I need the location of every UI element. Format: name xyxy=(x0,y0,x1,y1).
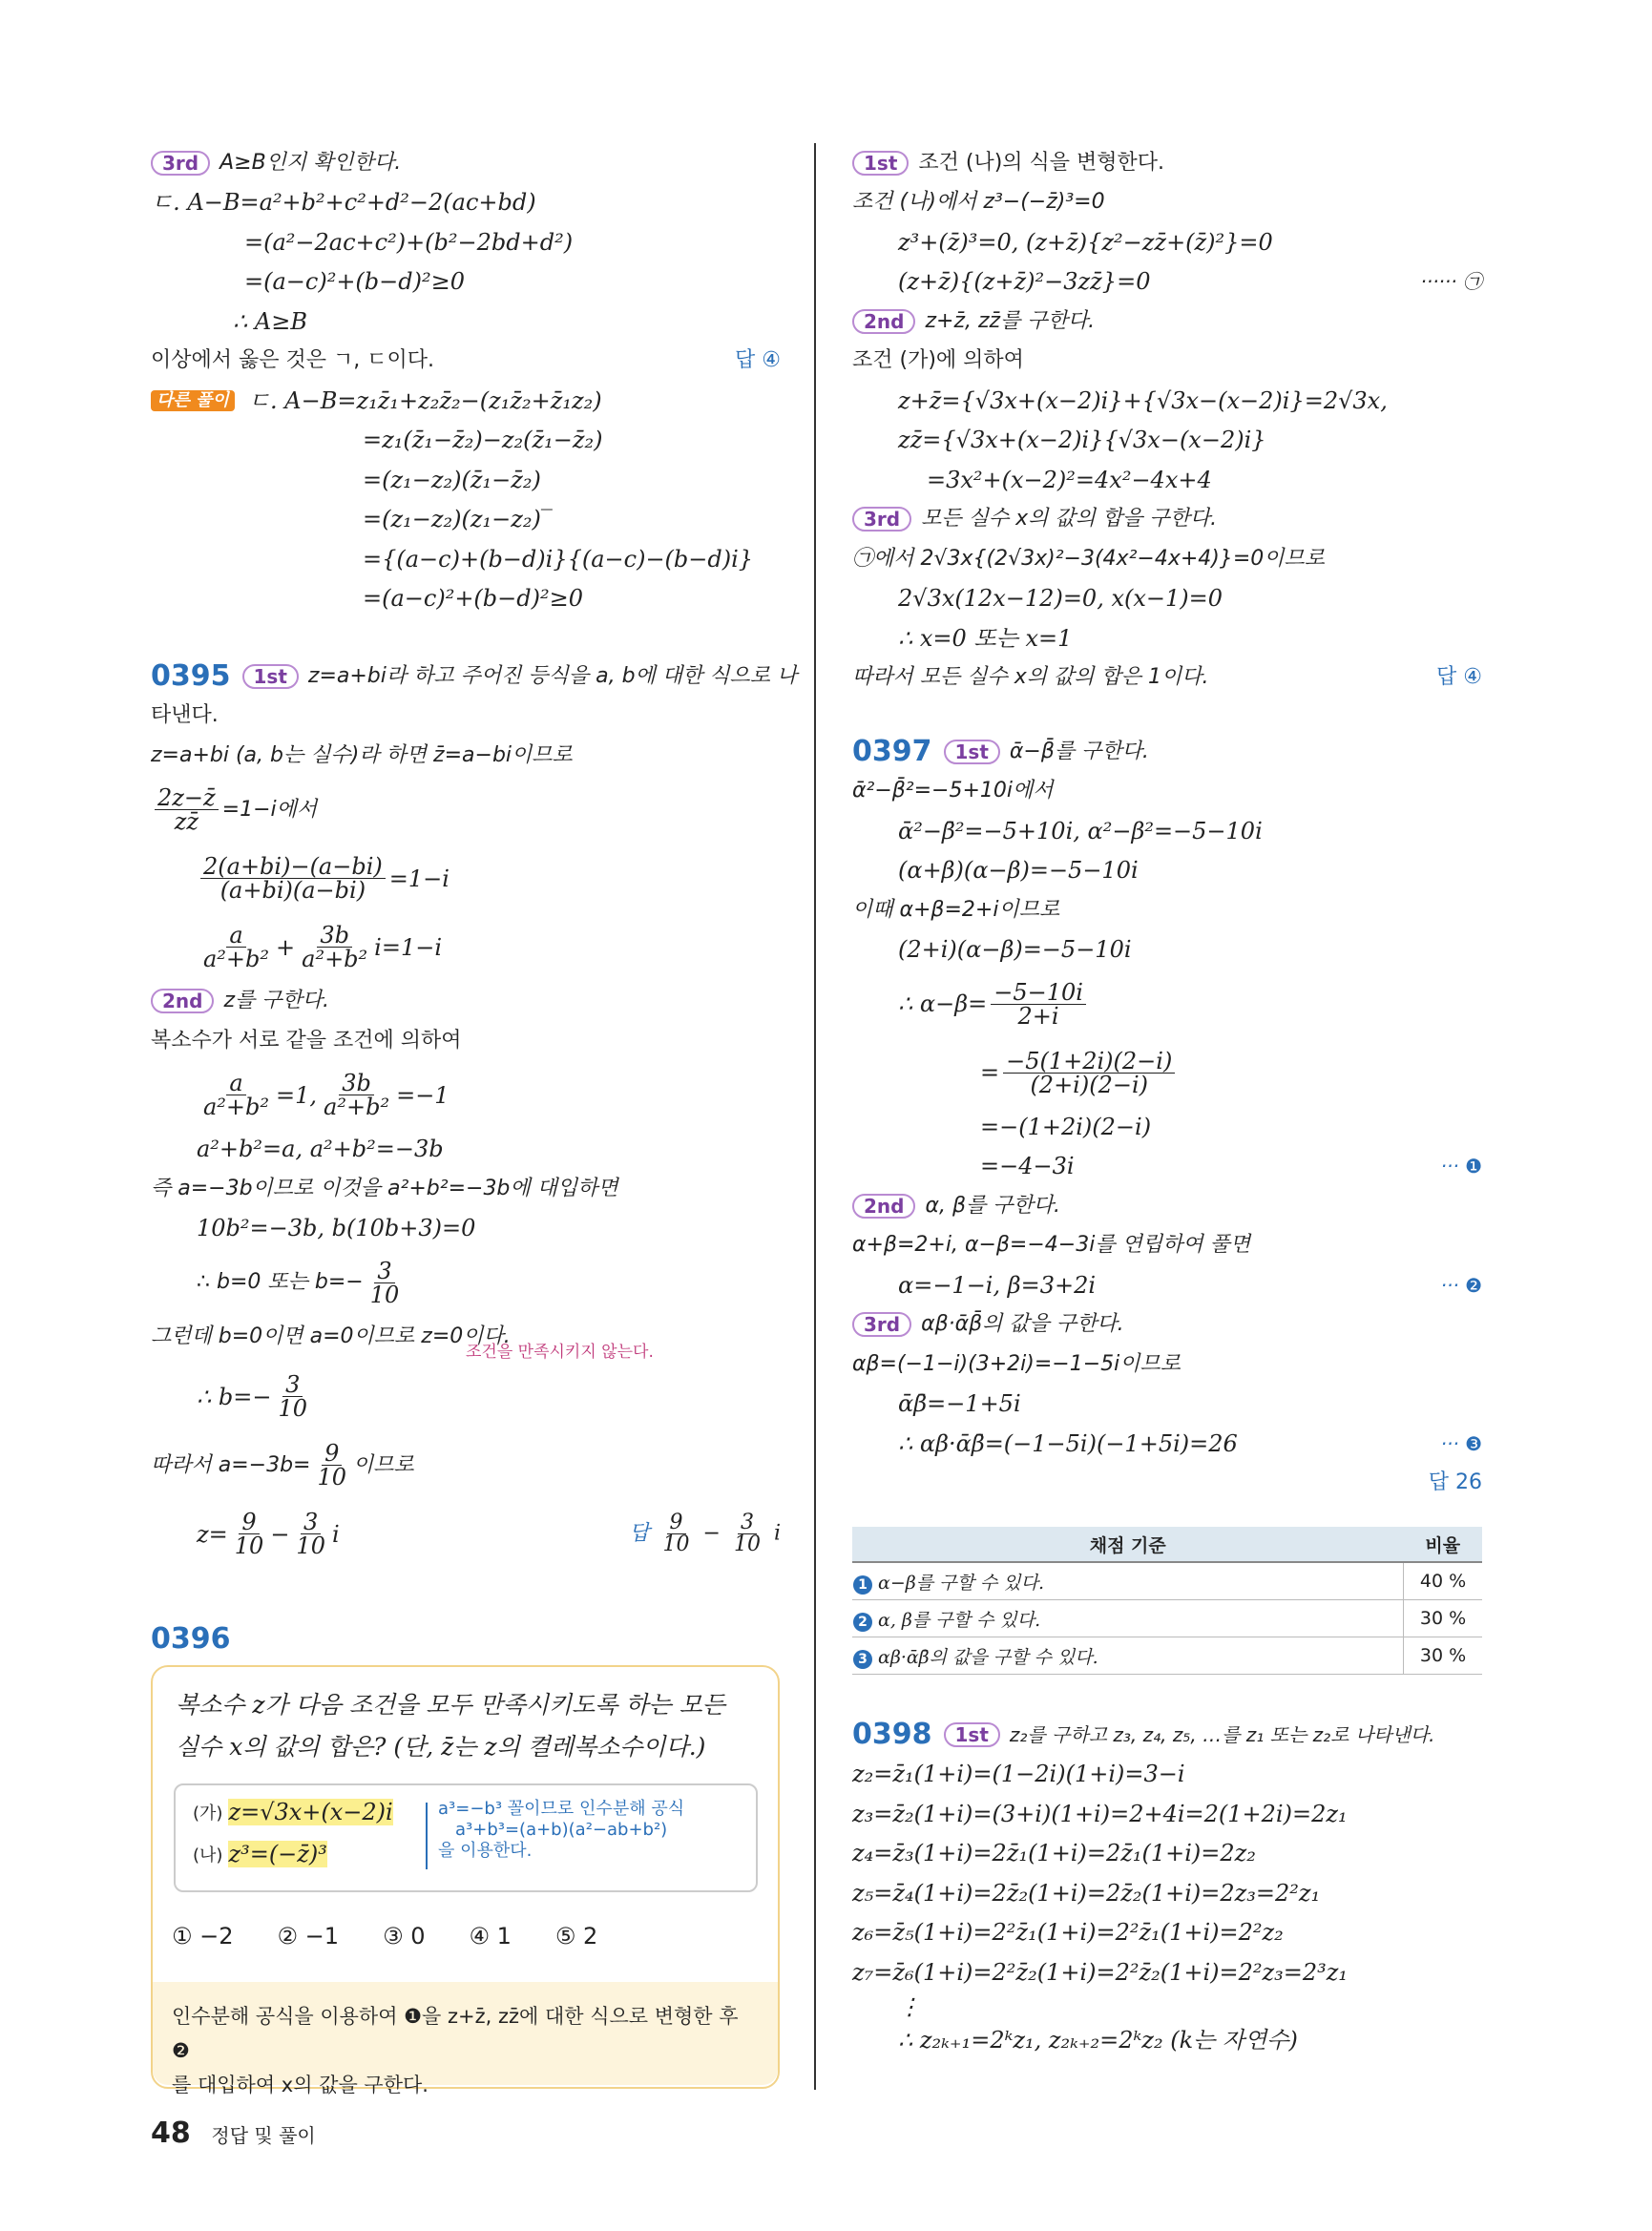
score-marker-2: ··· ❷ xyxy=(1440,1273,1482,1297)
step-text: z+z̄, zz̄를 구한다. xyxy=(925,308,1096,333)
eq-line: ∴ z₂ₖ₊₁=2ᵏz₁, z₂ₖ₊₂=2ᵏz₂ (k는 자연수) xyxy=(898,2027,1298,2054)
fraction: $\frac{9}{10}$ xyxy=(234,1509,264,1559)
choice-4[interactable]: ④ 1 xyxy=(469,1923,512,1950)
eq-text: − xyxy=(270,1520,290,1548)
answer-badge: 답 ④ xyxy=(735,348,781,373)
note-line: a³=−b³ 꼴이므로 인수분해 공식 xyxy=(438,1799,685,1819)
step-tag: 1st xyxy=(944,1722,1000,1747)
factor-note xyxy=(438,1799,684,1862)
step-text: z=a+bi라 하고 주어진 등식을 a, b에 대한 식으로 나 xyxy=(307,663,798,688)
condition-expr: z³=(−z̄)³ xyxy=(228,1841,327,1867)
eq-line: αβ=(−1−i)(3+2i)=−1−5i이므로 xyxy=(852,1351,1181,1376)
conclusion-text: 이상에서 옳은 것은 ㄱ, ㄷ이다. xyxy=(151,348,434,373)
eq-line: z=a+bi (a, b는 실수)라 하면 z̄=a−bi이므로 xyxy=(151,742,573,767)
column-divider xyxy=(814,143,816,2090)
table-row xyxy=(852,1637,1482,1675)
score-marker-1: ··· ❶ xyxy=(1440,1155,1482,1178)
fraction: $\frac{-5(1+2i)(2-i)}{(2+i)(2-i)}$ xyxy=(1003,1050,1175,1096)
step-text: ᾱ−β̄를 구한다. xyxy=(1009,739,1149,763)
condition-a xyxy=(193,1799,393,1825)
eq-line: ∴ A≥B xyxy=(233,307,307,335)
step-text: A≥B인지 확인한다. xyxy=(220,150,402,175)
frac-line xyxy=(151,913,781,982)
conclusion-text: 따라서 모든 실수 x의 값의 합은 1이다. xyxy=(852,665,1209,690)
step-line xyxy=(151,982,781,1022)
eq-line: 조건 (나)에서 z³−(−z̄)³=0 xyxy=(852,190,1105,215)
step-line xyxy=(852,302,1482,342)
problem-box-0396 xyxy=(151,1665,780,2096)
eq-line: 2√3x(12x−12)=0, x(x−1)=0 xyxy=(898,585,1223,613)
alt-solution-label: 다른 풀이 xyxy=(151,390,235,411)
eq-text: ∴ b=− xyxy=(197,1383,272,1410)
fraction: $\frac{a}{\text{a²+b²}}$ xyxy=(203,922,270,972)
step-line xyxy=(852,1305,1482,1345)
step-text: 조건 (나)의 식을 변형한다. xyxy=(918,150,1165,175)
condition-label: (가) xyxy=(193,1804,223,1824)
fraction: $\frac{a}{\text{a²+b²}}$ xyxy=(203,1070,270,1120)
frac-line xyxy=(151,1500,781,1569)
problem-number: 0396 xyxy=(151,1622,231,1657)
eq-text: i=1−i xyxy=(374,933,443,961)
eq-text: i xyxy=(331,1520,340,1548)
eq-line: =(z₁−z₂)(z₁−z₂)‾ xyxy=(363,506,553,533)
footer-label: 정답 및 풀이 xyxy=(211,2124,316,2147)
eq-line: 즉 a=−3b이므로 이것을 a²+b²=−3b에 대입하면 xyxy=(151,1176,618,1200)
eq-text: = xyxy=(980,1059,1000,1086)
question-text xyxy=(176,1684,758,1768)
frac-line xyxy=(151,1431,781,1500)
eq-text: 그런데 b=0이면 a=0이므로 z=0이다. xyxy=(151,1324,511,1348)
eq-line: z+z̄={√3x+(x−2)i}+{√3x−(x−2)i}=2√3x, xyxy=(898,386,1388,414)
column-header-ratio: 비율 xyxy=(1404,1527,1483,1562)
eq-line: ᾱ²−β̄²=−5+10i에서 xyxy=(852,779,1054,803)
eq-line: zz̄={√3x+(x−2)i}{√3x−(x−2)i} xyxy=(898,427,1266,454)
problem-number: 0395 xyxy=(151,658,231,693)
eq-line: =(a²−2ac+c²)+(b²−2bd+d²) xyxy=(244,228,574,256)
eq-line: =z₁(z̄₁−z̄₂)−z₂(z̄₁−z̄₂) xyxy=(363,427,603,454)
fraction: $\frac{3}{10}$ xyxy=(733,1511,761,1556)
frac-line xyxy=(852,970,1482,1038)
ratio-cell: 40 % xyxy=(1404,1562,1483,1600)
frac-line xyxy=(151,1363,781,1431)
answer-line xyxy=(852,1464,1482,1504)
ratio-cell: 30 % xyxy=(1404,1637,1483,1675)
left-column xyxy=(151,143,798,1659)
condition-label: (나) xyxy=(193,1845,223,1866)
step-text-cont: 타낸다. xyxy=(151,703,219,728)
row-number: 1 xyxy=(853,1575,872,1595)
hint-bar xyxy=(153,1982,778,2096)
question-line: 복소수 z가 다음 조건을 모두 만족시키도록 하는 모든 xyxy=(176,1691,725,1719)
right-column xyxy=(852,143,1482,1503)
problem-header-0396 xyxy=(151,1620,781,1660)
step-tag: 2nd xyxy=(852,309,915,334)
frac-line xyxy=(151,1061,781,1130)
problem-header-0395 xyxy=(151,657,798,697)
eq-line: z₄=z̄₃(1+i)=2z̄₁(1+i)=2z̄₁(1+i)=2z₂ xyxy=(852,1840,1256,1867)
eq-line: =(a−c)²+(b−d)²≥0 xyxy=(363,585,583,613)
note-line: a³+b³=(a+b)(a²−ab+b²) xyxy=(455,1820,668,1840)
criteria-text: αβ·ᾱβ̄의 값을 구할 수 있다. xyxy=(878,1646,1098,1668)
eq-line: α+β=2+i, α−β=−4−3i를 연립하여 풀면 xyxy=(852,1233,1251,1258)
eq-line xyxy=(852,262,1482,302)
eq-text: 이므로 xyxy=(353,1452,414,1477)
eq-line: 10b²=−3b, b(10b+3)=0 xyxy=(197,1215,476,1242)
condition-expr: z=√3x+(x−2)i xyxy=(228,1799,393,1825)
eq-line: ㄷ. A−B=a²+b²+c²+d²−2(ac+bd) xyxy=(151,189,536,217)
fraction: $\frac{2z-z̄}{zz̄}$ xyxy=(155,786,219,833)
fraction: $\frac{9}{10}$ xyxy=(662,1511,690,1556)
eq-text: ∴ αβ·ᾱβ̄=(−1−5i)(−1+5i)=26 xyxy=(898,1429,1238,1457)
problem-number: 0397 xyxy=(852,734,932,768)
eq-text: ∴ b=0 또는 b=− xyxy=(197,1270,364,1294)
eq-line xyxy=(852,1424,1482,1464)
eq-line: a²+b²=a, a²+b²=−3b xyxy=(197,1136,444,1163)
equation-tag: ······ ㉠ xyxy=(1420,270,1482,294)
step-text: αβ·ᾱβ̄의 값을 구한다. xyxy=(921,1312,1124,1337)
frac-line xyxy=(151,1248,781,1317)
step-line xyxy=(151,143,781,183)
step-tag: 1st xyxy=(944,740,1000,764)
step-tag: 3rd xyxy=(151,151,210,176)
fraction: $\frac{3}{10}$ xyxy=(278,1371,308,1422)
eq-line xyxy=(852,1265,1482,1305)
criteria-text: α, β를 구할 수 있다. xyxy=(878,1609,1041,1631)
eq-line: ᾱβ̄=−1+5i xyxy=(898,1390,1021,1418)
criteria-cell xyxy=(852,1600,1404,1637)
conditions-box xyxy=(174,1783,758,1892)
hint-line: 인수분해 공식을 이용하여 ❶을 z+z̄, zz̄에 대한 식으로 변형한 후 ❷ xyxy=(172,2005,739,2062)
eq-line: =3x²+(x−2)²=4x²−4x+4 xyxy=(927,466,1212,493)
choice-1[interactable]: ① −2 xyxy=(172,1923,234,1950)
conclusion-line xyxy=(151,342,781,382)
row-number: 2 xyxy=(853,1613,872,1632)
table-row xyxy=(852,1562,1482,1600)
fraction: $\frac{3b}{\text{a²+b²}}$ xyxy=(324,1070,390,1120)
page-footer xyxy=(151,2116,316,2150)
note-line: 을 이용한다. xyxy=(438,1841,533,1861)
problem-header-0397 xyxy=(852,732,1482,772)
eq-line: ㉠에서 2√3x{(2√3x)²−3(4x²−4x+4)}=0이므로 xyxy=(852,546,1326,571)
step-text: 모든 실수 x의 값의 합을 구한다. xyxy=(921,507,1218,532)
step-tag: 2nd xyxy=(151,989,214,1013)
step-line xyxy=(852,143,1482,183)
frac-line xyxy=(151,844,781,913)
page-number: 48 xyxy=(151,2116,191,2150)
question-line: 실수 x의 값의 합은? (단, z̄는 z의 켤레복소수이다.) xyxy=(176,1733,706,1761)
eq-line: 이때 α+β=2+i이므로 xyxy=(852,897,1060,922)
eq-text: =1−i에서 xyxy=(221,797,318,822)
eq-line: ᾱ²−β̄²=−5+10i, α²−β²=−5−10i xyxy=(898,817,1263,844)
choice-3[interactable]: ③ 0 xyxy=(383,1923,426,1950)
step-tag: 1st xyxy=(242,664,299,689)
eq-line: z₇=z̄₆(1+i)=2²z̄₂(1+i)=2²z̄₂(1+i)=2²z₃=2³z₁ xyxy=(852,1958,1349,1986)
criteria-cell xyxy=(852,1637,1404,1675)
eq-line: z₅=z̄₄(1+i)=2z̄₂(1+i)=2z̄₂(1+i)=2z₃=2²z₁ xyxy=(852,1879,1321,1907)
fraction: $\frac{3}{10}$ xyxy=(296,1509,325,1559)
table-header-row xyxy=(852,1527,1482,1562)
eq-text: ∴ α−β= xyxy=(898,990,988,1017)
score-marker-3: ··· ❸ xyxy=(1440,1431,1482,1455)
conclusion-line xyxy=(852,658,1482,698)
eq-text: =1, xyxy=(276,1081,318,1109)
text-line: 조건 (가)에 의하여 xyxy=(852,348,1024,373)
criteria-cell xyxy=(852,1562,1404,1600)
eq-text: =−4−3i xyxy=(980,1153,1075,1180)
condition-b xyxy=(193,1841,327,1867)
step-text: z를 구한다. xyxy=(223,989,330,1013)
eq-line: ={(a−c)+(b−d)i}{(a−c)−(b−d)i} xyxy=(363,545,754,573)
step-line xyxy=(852,500,1482,540)
step-tag: 1st xyxy=(852,151,909,176)
eq-line xyxy=(852,1147,1482,1187)
eq-text: 따라서 a=−3b= xyxy=(151,1452,311,1477)
eq-line: z₂=z̄₁(1+i)=(1−2i)(1+i)=3−i xyxy=(852,1761,1185,1788)
step-text: α, β를 구한다. xyxy=(925,1193,1061,1218)
problem-number: 0398 xyxy=(852,1717,932,1751)
scoring-table xyxy=(852,1527,1482,1675)
eq-line: ⋮ xyxy=(898,1992,921,2020)
answer-badge: 답 ④ xyxy=(1436,665,1482,690)
eq-line: z³+(z̄)³=0, (z+z̄){z²−zz̄+(z̄)²}=0 xyxy=(898,228,1273,256)
frac-line xyxy=(151,776,781,844)
text-line: 복소수가 서로 같을 조건에 의하여 xyxy=(151,1028,462,1053)
fraction: $\frac{3}{10}$ xyxy=(369,1257,400,1308)
answer-label: 답 xyxy=(629,1521,650,1546)
problem-0398 xyxy=(852,1715,1482,2060)
eq-line: z₆=z̄₅(1+i)=2²z̄₁(1+i)=2²z̄₁(1+i)=2²z₂ xyxy=(852,1919,1284,1947)
eq-text: =1−i xyxy=(388,865,450,892)
column-header-criteria: 채점 기준 xyxy=(852,1527,1404,1562)
eq-text: z= xyxy=(197,1520,228,1548)
eq-text: − xyxy=(702,1521,721,1546)
answer-choices xyxy=(172,1923,597,1950)
step-tag: 3rd xyxy=(852,507,911,532)
answer-badge: 답 26 xyxy=(1428,1470,1482,1495)
step-text: z₂를 구하고 z₃, z₄, z₅, …를 z₁ 또는 z₂로 나타낸다. xyxy=(1009,1722,1435,1746)
table-row xyxy=(852,1600,1482,1637)
problem-header-0398 xyxy=(852,1715,1482,1755)
note-bracket xyxy=(426,1803,430,1869)
eq-line: =(a−c)²+(b−d)²≥0 xyxy=(244,268,465,296)
ratio-cell: 30 % xyxy=(1404,1600,1483,1637)
criteria-text: α−β를 구할 수 있다. xyxy=(878,1572,1045,1594)
step-tag: 2nd xyxy=(852,1194,915,1219)
eq-text: (z+z̄){(z+z̄)²−3zz̄}=0 xyxy=(898,268,1151,296)
eq-text: i xyxy=(773,1521,781,1546)
eq-text: α=−1−i, β=3+2i xyxy=(898,1271,1097,1299)
fraction: $\frac{9}{10}$ xyxy=(317,1440,347,1491)
eq-line: z₃=z̄₂(1+i)=(3+i)(1+i)=2+4i=2(1+2i)=2z₁ xyxy=(852,1800,1348,1827)
eq-text: ㄷ. A−B=z₁z̄₁+z₂z̄₂−(z₁z̄₂+z̄₁z₂) xyxy=(247,386,602,414)
eq-line: (α+β)(α−β)=−5−10i xyxy=(898,857,1139,885)
eq-line: ∴ x=0 또는 x=1 xyxy=(898,624,1073,652)
eq-line: =(z₁−z₂)(z̄₁−z̄₂) xyxy=(363,466,541,493)
row-number: 3 xyxy=(853,1650,872,1669)
step-line xyxy=(852,1186,1482,1226)
condition-note: 조건을 만족시키지 않는다. xyxy=(466,1343,654,1362)
choice-2[interactable]: ② −1 xyxy=(277,1923,340,1950)
fraction: $\frac{3b}{\text{a²+b²}}$ xyxy=(302,922,368,972)
eq-text: =−1 xyxy=(396,1081,450,1109)
choice-5[interactable]: ⑤ 2 xyxy=(554,1923,598,1950)
fraction: $\frac{2(a+bi)-(a-bi)}{(a+bi)(a-bi)}$ xyxy=(200,855,386,902)
eq-line: =−(1+2i)(2−i) xyxy=(980,1113,1152,1140)
step-tag: 3rd xyxy=(852,1312,911,1337)
frac-line xyxy=(852,1038,1482,1107)
eq-line: (2+i)(α−β)=−5−10i xyxy=(898,936,1132,964)
hint-line: 를 대입하여 x의 값을 구한다. xyxy=(172,2074,429,2096)
eq-text: + xyxy=(276,933,296,961)
fraction: $\frac{-5-10i}{2+i}$ xyxy=(991,981,1086,1028)
answer-badge xyxy=(629,1512,781,1555)
alt-line xyxy=(151,381,781,421)
